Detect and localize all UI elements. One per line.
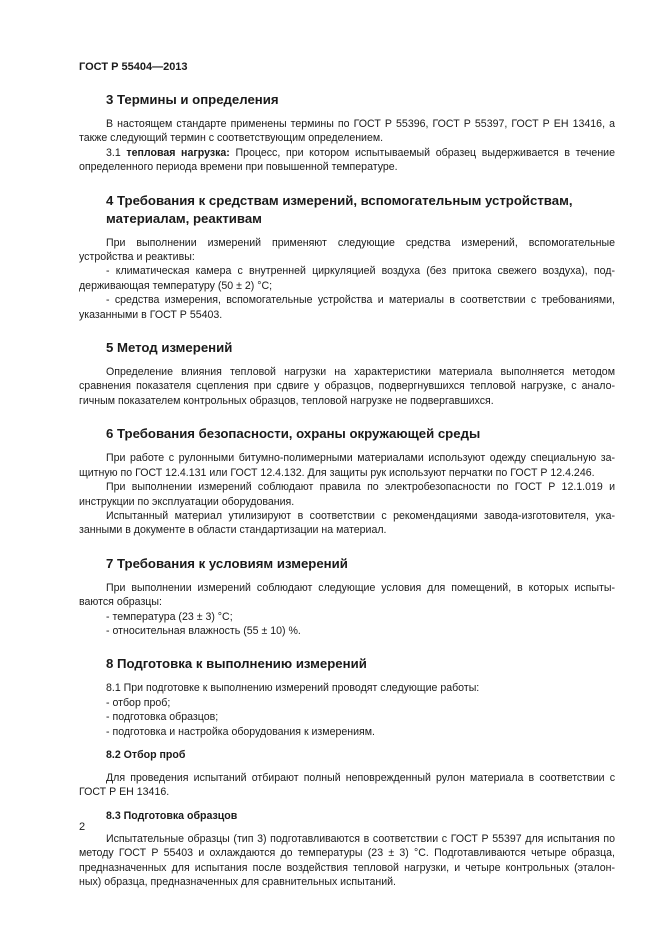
section-5-paragraph: Определение влияния тепловой нагрузки на характеристики материала выполняется методом сравнения показателя сцепления при сдвиге у образцов, подвергнувшихся тепловой нагрузке, с анало-гичным показателем контрольных образцов, тепловой нагрузке не подвергавшихся. <box>79 366 615 407</box>
section-4-paragraph: При выполнении измерений применяют следующие средства измерений, вспомогательные устройства и реактивы: <box>79 236 615 264</box>
subsection-8-2-paragraph: Для проведения испытаний отбирают полный неповрежденный рулон материала в соответствии с ГОСТ Р ЕН 13416. <box>79 771 615 799</box>
section-6-paragraph-2: При выполнении измерений соблюдают правила по электробезопасности по ГОСТ Р 12.1.019 и инструкции по эксплуатации оборудования. <box>79 481 615 508</box>
subsection-8-2-title: 8.2 Отбор проб <box>106 748 186 761</box>
term-3-1 <box>79 146 615 175</box>
subsection-8-3-paragraph: Испытательные образцы (тип 3) подготавливаются в соответствии с ГОСТ Р 55397 для испытания по методу ГОСТ Р 55403 и охлаждаются до температуры (23 ± 3) °С. Подготавливаются четыре образца, предназначенных для испытания после воздействия тепловой нагрузки, и четыре контрольных (эталон-ных) образца, предназначенных для сравнительных испытаний. <box>79 832 615 888</box>
section-8-list-item-1: - отбор проб; <box>106 696 171 709</box>
term-definition: Процесс, при котором испытываемый образец выдерживается в течение определенного периода времени при повышенной температуре. <box>79 146 615 174</box>
section-7-list-item-2: - относительная влажность (55 ± 10) %. <box>106 624 301 637</box>
section-4-title <box>79 192 615 228</box>
section-6-paragraph-3: Испытанный материал утилизируют в соответствии с рекомендациями завода-изготовителя, ука-занными в документе в области стандартизации на материал. <box>79 509 615 537</box>
document-body <box>79 91 615 889</box>
section-4-list-item-2: - средства измерения, вспомогательные устройства и материалы в соответствии с требованиями, указанными в ГОСТ Р 55403. <box>79 294 615 321</box>
subsection-8-3-title: 8.3 Подготовка образцов <box>106 809 238 822</box>
page-number: 2 <box>79 821 86 833</box>
document-code-header: ГОСТ Р 55404—2013 <box>79 61 188 73</box>
section-7-title: 7 Требования к условиям измерений <box>106 555 348 571</box>
section-8-list-item-3: - подготовка и настройка оборудования к измерениям. <box>106 725 375 738</box>
section-6-paragraph-1: При работе с рулонными битумно-полимерными материалами используют одежду специальную за-щитную по ГОСТ 12.4.131 или ГОСТ 12.4.132. Для защиты рук используют перчатки по ГОСТ Р 12.4.246. <box>79 452 615 479</box>
section-7-paragraph: При выполнении измерений соблюдают следующие условия для помещений, в которых испыты-ваются образцы: <box>79 581 615 609</box>
term-number: 3.1 <box>106 146 121 159</box>
section-4-list-item-1: - климатическая камера с внутренней циркуляцией воздуха (без притока свежего воздуха), под-держивающая температуру (50 ± 2) °С; <box>79 265 615 292</box>
term-name: тепловая нагрузка: <box>126 146 230 159</box>
section-8-list-item-2: - подготовка образцов; <box>106 711 219 724</box>
section-7-list-item-1: - температура (23 ± 3) °С; <box>106 610 233 623</box>
section-8-1-paragraph: 8.1 При подготовке к выполнению измерений проводят следующие работы: <box>106 682 480 695</box>
section-3-paragraph: В настоящем стандарте применены термины по ГОСТ Р 55396, ГОСТ Р 55397, ГОСТ Р ЕН 13416, а также следующий термин с соответствующим определением. <box>79 118 615 145</box>
section-4-title-line1: 4 Требования к средствам измерений, вспомогательным устройствам, <box>106 192 573 208</box>
section-8-title: 8 Подготовка к выполнению измерений <box>106 656 367 672</box>
section-4-title-line2: материалам, реактивам <box>106 210 262 226</box>
section-3-title: 3 Термины и определения <box>106 92 279 107</box>
section-5-title: 5 Метод измерений <box>106 340 233 356</box>
document-page <box>79 0 615 935</box>
section-6-title: 6 Требования безопасности, охраны окружающей среды <box>106 426 481 442</box>
